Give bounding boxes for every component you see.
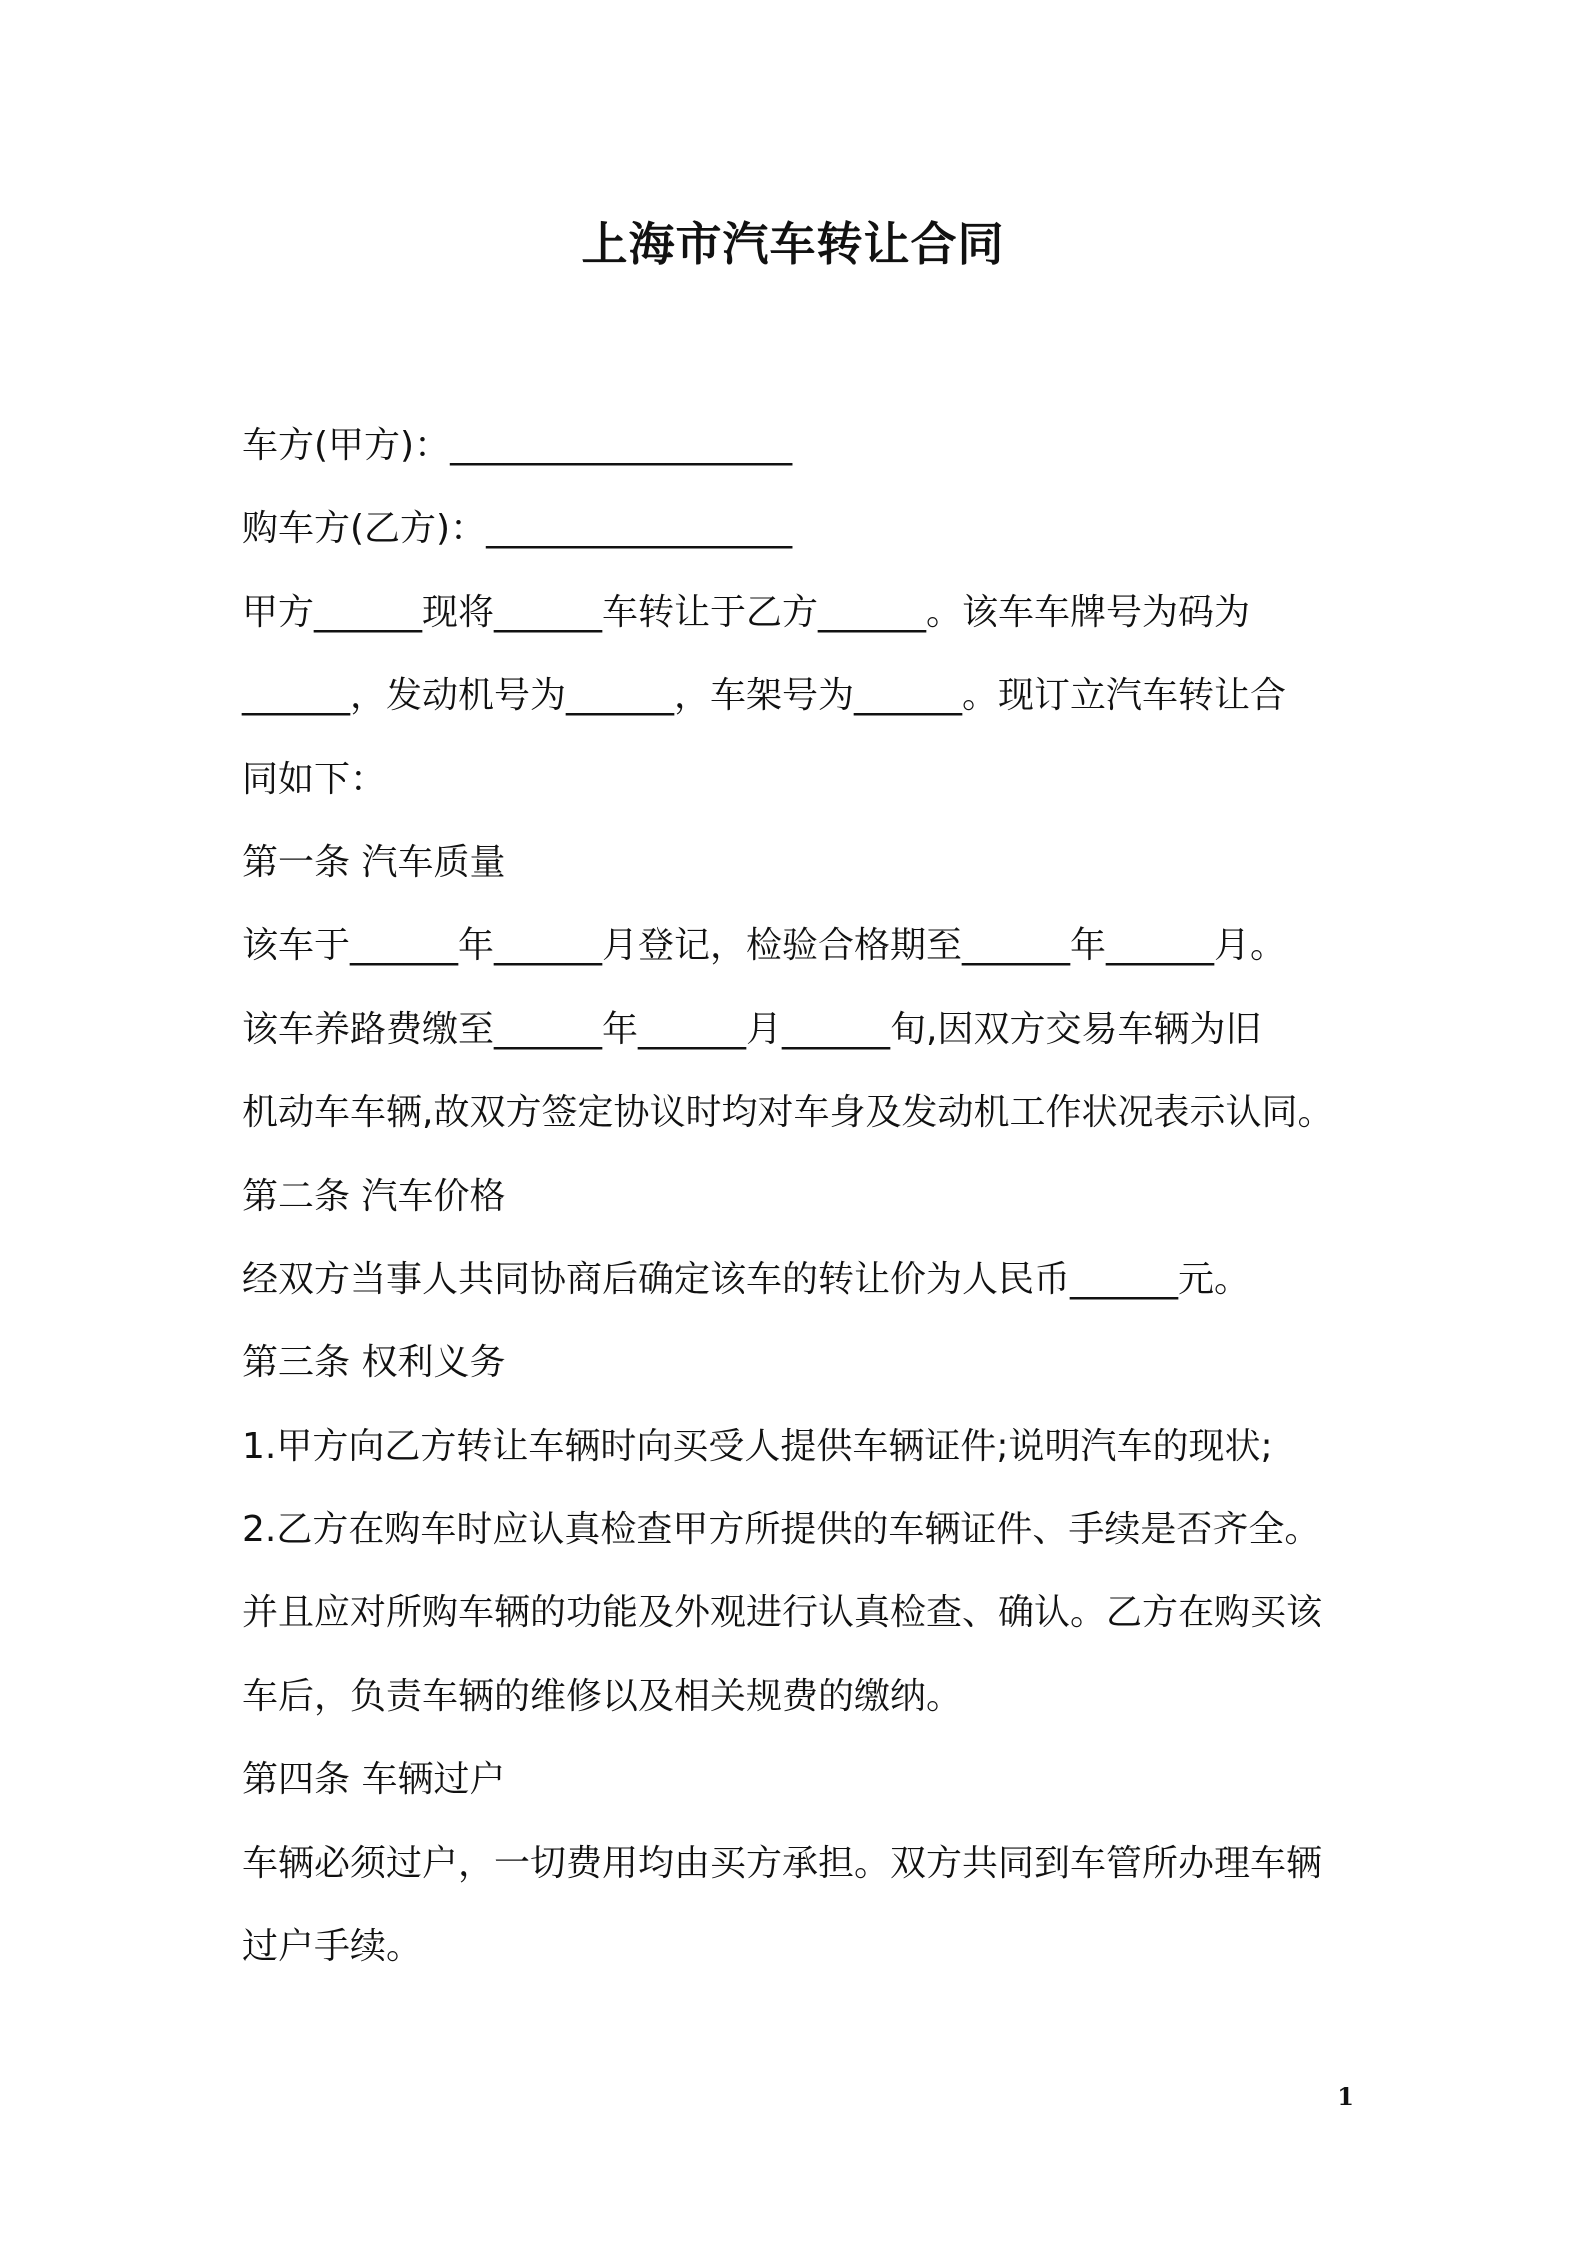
article-4-line-2: 过户手续。 (242, 1926, 423, 1968)
article-3-line-2: 2.乙方在购车时应认真检查甲方所提供的车辆证件、手续是否齐全。 (242, 1509, 1321, 1551)
document-title: 上海市汽车转让合同 (581, 217, 1005, 271)
article-4-line-1: 车辆必须过户，一切费用均由买方承担。双方共同到车管所办理车辆 (242, 1842, 1323, 1884)
page-number: 1 (1337, 2082, 1354, 2111)
intro-line-3: 同如下： (242, 758, 387, 800)
article-4-heading: 第四条 车辆过户 (242, 1759, 506, 1801)
buyer-line: 购车方(乙方)：_________________ (242, 508, 793, 550)
article-2-line-1: 经双方当事人共同协商后确定该车的转让价为人民币______元。 (242, 1258, 1251, 1300)
article-1-line-3: 机动车车辆,故双方签定协议时均对车身及发动机工作状况表示认同。 (242, 1092, 1334, 1134)
article-1-line-1: 该车于______年______月登记，检验合格期至______年______月。 (242, 925, 1287, 967)
intro-line-1: 甲方______现将______车转让于乙方______。该车车牌号为码为 (242, 591, 1251, 633)
article-1-line-2: 该车养路费缴至______年______月______旬,因双方交易车辆为旧 (242, 1008, 1262, 1050)
article-1-heading: 第一条 汽车质量 (242, 841, 506, 883)
article-3-line-4: 车后，负责车辆的维修以及相关规费的缴纳。 (242, 1675, 963, 1717)
intro-line-2: ______，发动机号为______，车架号为______。现订立汽车转让合 (242, 675, 1287, 717)
article-3-heading: 第三条 权利义务 (242, 1342, 506, 1384)
article-2-heading: 第二条 汽车价格 (242, 1175, 506, 1217)
article-3-line-3: 并且应对所购车辆的功能及外观进行认真检查、确认。乙方在购买该 (242, 1592, 1323, 1634)
document-body (242, 404, 1382, 1988)
seller-line: 车方(甲方)：___________________ (242, 425, 793, 466)
article-3-line-1: 1.甲方向乙方转让车辆时向买受人提供车辆证件;说明汽车的现状; (242, 1425, 1273, 1467)
